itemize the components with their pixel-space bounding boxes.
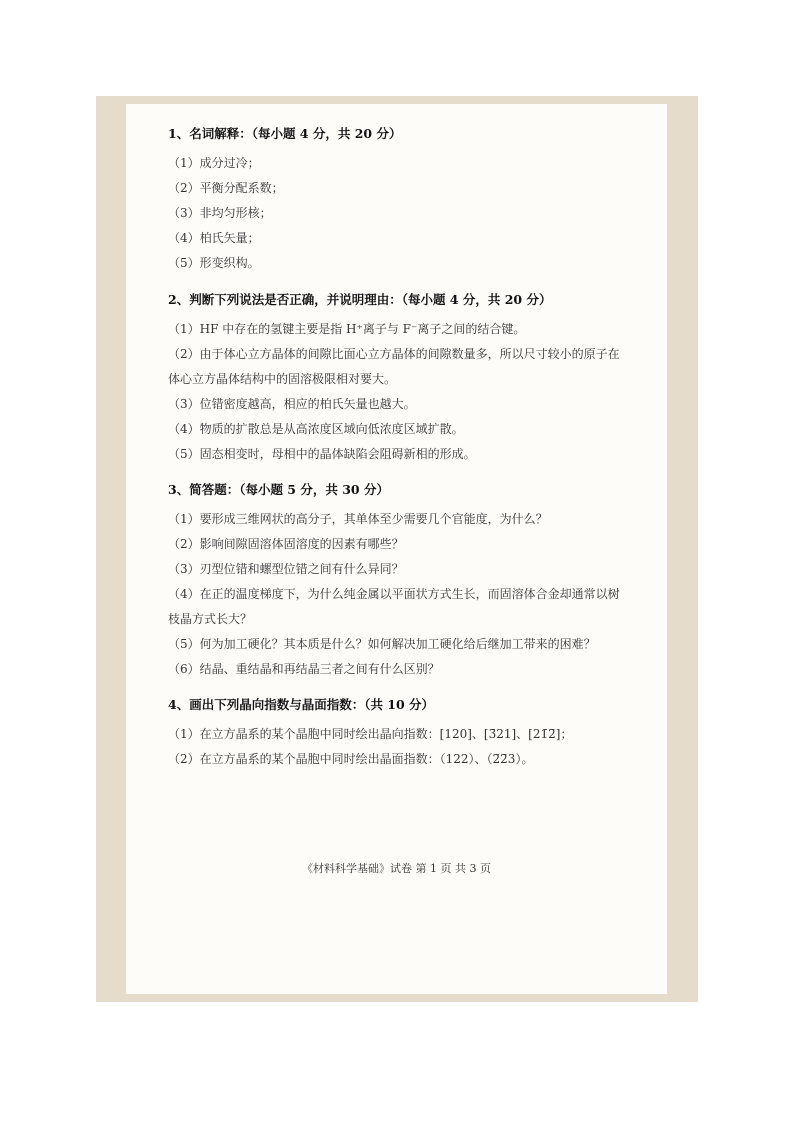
section-2 — [168, 291, 628, 467]
question-item: （5）形变织构。 — [168, 256, 260, 270]
question-item: （2）由于体心立方晶体的间隙比面心立方晶体的间隙数量多，所以尺寸较小的原子在体心立方晶体结构中的固溶极限相对要大。 — [168, 347, 620, 386]
section-4 — [168, 696, 628, 772]
section-1 — [168, 125, 628, 276]
section-heading: 2、判断下列说法是否正确，并说明理由：（每小题 4 分，共 20 分） — [168, 292, 552, 307]
section-heading: 3、简答题：（每小题 5 分，共 30 分） — [168, 482, 389, 497]
section-heading: 1、名词解释：（每小题 4 分，共 20 分） — [168, 126, 402, 141]
question-item: （3）位错密度越高，相应的柏氏矢量也越大。 — [168, 397, 416, 411]
question-item: （2）影响间隙固溶体固溶度的因素有哪些？ — [168, 537, 404, 551]
page-footer: 《材料科学基础》试卷 第 1 页 共 3 页 — [302, 862, 491, 875]
question-item: （1）要形成三维网状的高分子，其单体至少需要几个官能度，为什么？ — [168, 512, 548, 526]
exam-content — [168, 125, 628, 772]
question-item: （2）在立方晶系的某个晶胞中同时绘出晶面指数：（122）、（2̄2̄3）。 — [168, 752, 534, 766]
question-item: （6）结晶、重结晶和再结晶三者之间有什么区别？ — [168, 662, 440, 676]
section-heading: 4、画出下列晶向指数与晶面指数：（共 10 分） — [168, 697, 435, 712]
question-item: （4）柏氏矢量； — [168, 231, 260, 245]
question-item: （4）物质的扩散总是从高浓度区域向低浓度区域扩散。 — [168, 422, 464, 436]
question-item: （3）刃型位错和螺型位错之间有什么异同？ — [168, 562, 404, 576]
question-item: （2）平衡分配系数； — [168, 181, 284, 195]
question-item: （1）成分过冷； — [168, 156, 260, 170]
question-item: （5）何为加工硬化？其本质是什么？如何解决加工硬化给后继加工带来的困难？ — [168, 637, 596, 651]
question-item: （5）固态相变时，母相中的晶体缺陷会阻碍新相的形成。 — [168, 447, 476, 461]
question-item: （4）在正的温度梯度下，为什么纯金属以平面状方式生长，而固溶体合金却通常以树枝晶方式长大？ — [168, 587, 620, 626]
question-item: （1）HF 中存在的氢键主要是指 H⁺离子与 F⁻离子之间的结合键。 — [168, 322, 526, 336]
question-item: （3）非均匀形核； — [168, 206, 272, 220]
section-3 — [168, 481, 628, 682]
question-item: （1）在立方晶系的某个晶胞中同时绘出晶向指数：[120]、[3̄21]、[21̄2̄]； — [168, 727, 573, 741]
